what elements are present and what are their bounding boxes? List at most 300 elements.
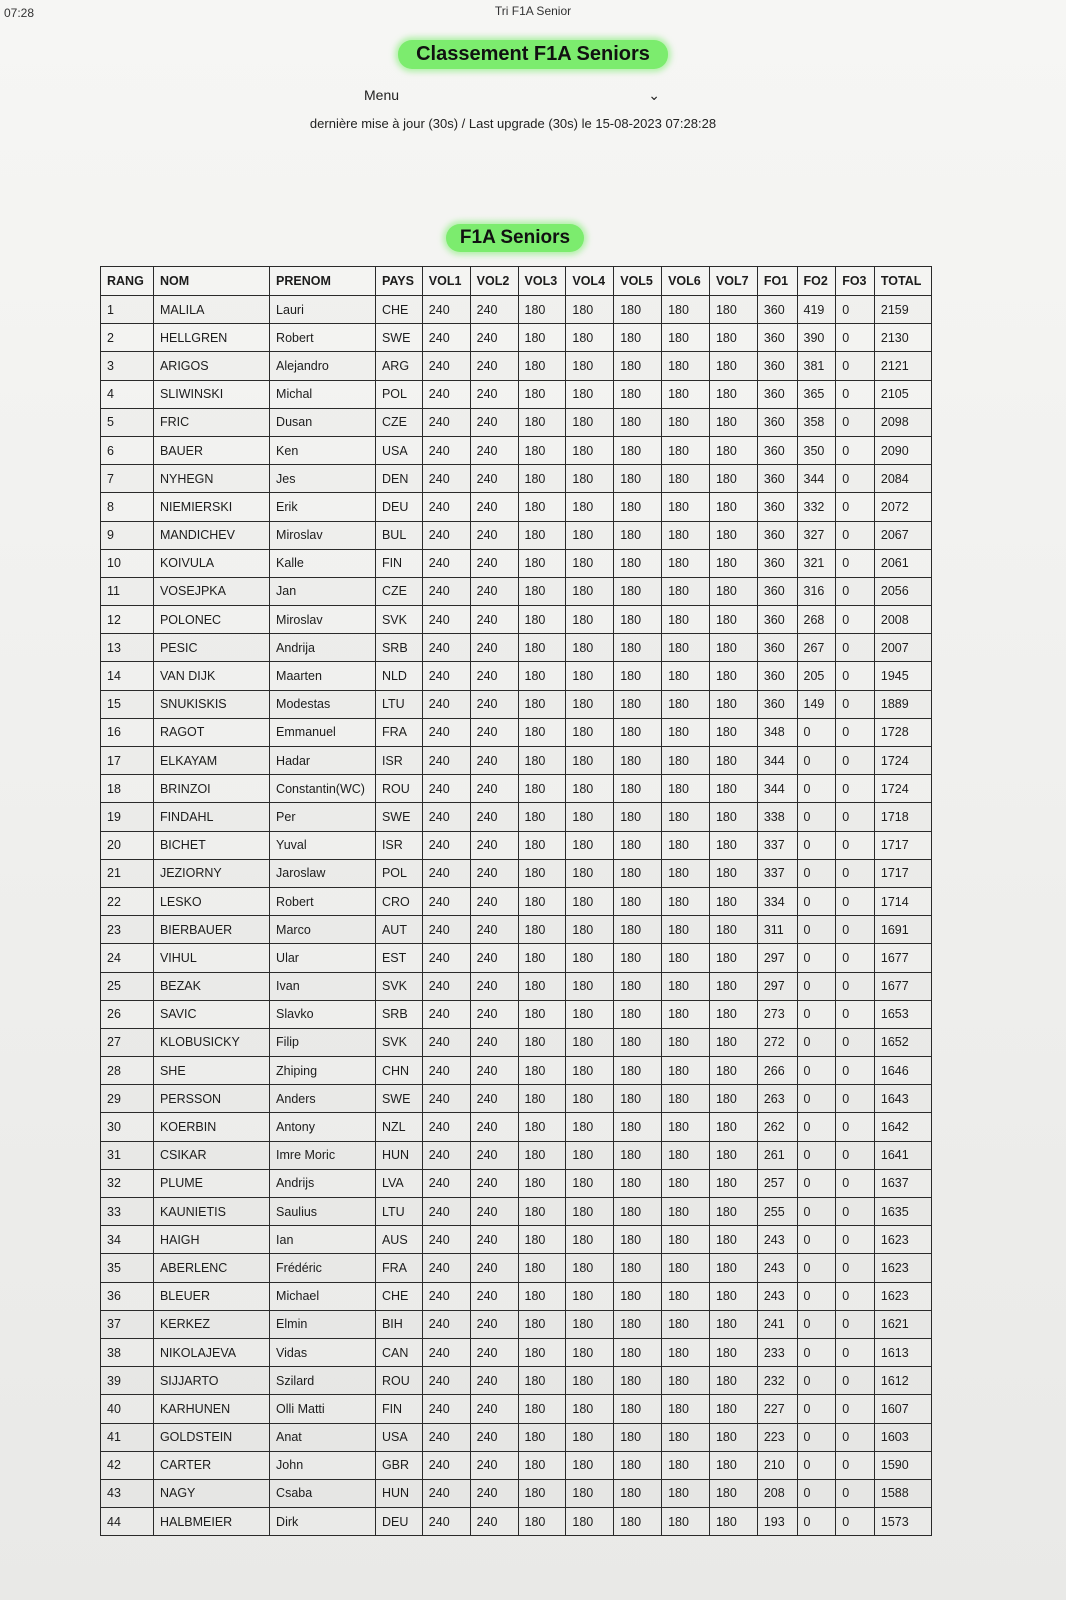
table-cell-rang: 18 (101, 775, 154, 803)
table-cell-vol3: 180 (518, 718, 566, 746)
table-cell-nom: HALBMEIER (153, 1508, 269, 1536)
table-cell-total: 2056 (874, 577, 931, 605)
table-cell-vol3: 180 (518, 803, 566, 831)
table-cell-fo3: 0 (836, 944, 875, 972)
table-cell-vol2: 240 (470, 662, 518, 690)
column-header-prenom: PRENOM (270, 267, 376, 296)
table-cell-fo3: 0 (836, 1338, 875, 1366)
table-cell-rang: 23 (101, 916, 154, 944)
table-cell-fo1: 360 (757, 324, 797, 352)
table-cell-pays: DEU (375, 493, 422, 521)
table-cell-vol3: 180 (518, 775, 566, 803)
table-cell-fo1: 348 (757, 718, 797, 746)
table-cell-vol7: 180 (709, 1338, 757, 1366)
table-cell-fo1: 311 (757, 916, 797, 944)
table-cell-vol5: 180 (614, 1169, 662, 1197)
table-cell-vol6: 180 (662, 944, 710, 972)
table-cell-pays: CRO (375, 887, 422, 915)
table-cell-vol2: 240 (470, 1395, 518, 1423)
table-cell-prenom: Hadar (270, 747, 376, 775)
table-cell-vol1: 240 (422, 1282, 470, 1310)
table-cell-vol2: 240 (470, 1057, 518, 1085)
table-row (101, 803, 932, 831)
table-cell-fo1: 360 (757, 521, 797, 549)
table-cell-vol2: 240 (470, 944, 518, 972)
table-cell-nom: RAGOT (153, 718, 269, 746)
table-cell-prenom: Ken (270, 436, 376, 464)
table-cell-fo1: 232 (757, 1367, 797, 1395)
table-cell-vol6: 180 (662, 1028, 710, 1056)
table-cell-vol7: 180 (709, 690, 757, 718)
table-cell-total: 2090 (874, 436, 931, 464)
table-cell-vol6: 180 (662, 1367, 710, 1395)
table-cell-fo1: 297 (757, 972, 797, 1000)
table-cell-vol6: 180 (662, 1057, 710, 1085)
table-cell-vol7: 180 (709, 549, 757, 577)
table-cell-vol5: 180 (614, 1141, 662, 1169)
column-header-nom: NOM (153, 267, 269, 296)
table-cell-rang: 6 (101, 436, 154, 464)
table-cell-total: 1724 (874, 775, 931, 803)
table-cell-vol6: 180 (662, 521, 710, 549)
table-cell-fo2: 381 (797, 352, 836, 380)
table-cell-rang: 7 (101, 465, 154, 493)
table-cell-pays: LVA (375, 1169, 422, 1197)
table-cell-vol5: 180 (614, 1113, 662, 1141)
table-cell-vol7: 180 (709, 296, 757, 324)
table-cell-fo3: 0 (836, 1254, 875, 1282)
table-cell-fo2: 0 (797, 1085, 836, 1113)
table-cell-fo3: 0 (836, 859, 875, 887)
table-cell-vol6: 180 (662, 1395, 710, 1423)
table-cell-rang: 44 (101, 1508, 154, 1536)
table-cell-rang: 34 (101, 1226, 154, 1254)
table-cell-fo1: 360 (757, 465, 797, 493)
table-cell-prenom: Andrija (270, 634, 376, 662)
table-cell-vol3: 180 (518, 1338, 566, 1366)
table-cell-vol4: 180 (566, 690, 614, 718)
table-cell-vol3: 180 (518, 916, 566, 944)
table-row (101, 1226, 932, 1254)
table-cell-vol6: 180 (662, 352, 710, 380)
table-cell-fo2: 350 (797, 436, 836, 464)
table-cell-vol1: 240 (422, 493, 470, 521)
table-cell-prenom: Ular (270, 944, 376, 972)
table-cell-fo2: 267 (797, 634, 836, 662)
table-cell-fo1: 272 (757, 1028, 797, 1056)
table-cell-fo1: 193 (757, 1508, 797, 1536)
table-cell-fo3: 0 (836, 775, 875, 803)
table-cell-vol7: 180 (709, 1282, 757, 1310)
table-row (101, 634, 932, 662)
table-cell-vol2: 240 (470, 380, 518, 408)
table-cell-vol3: 180 (518, 634, 566, 662)
table-cell-vol7: 180 (709, 380, 757, 408)
table-cell-nom: KLOBUSICKY (153, 1028, 269, 1056)
section-title: F1A Seniors (446, 224, 584, 252)
table-cell-vol3: 180 (518, 606, 566, 634)
table-cell-rang: 8 (101, 493, 154, 521)
table-cell-fo1: 223 (757, 1423, 797, 1451)
table-cell-fo2: 332 (797, 493, 836, 521)
table-cell-vol3: 180 (518, 380, 566, 408)
table-cell-vol4: 180 (566, 1057, 614, 1085)
table-cell-fo3: 0 (836, 1451, 875, 1479)
table-cell-vol5: 180 (614, 380, 662, 408)
table-cell-fo3: 0 (836, 1000, 875, 1028)
table-cell-vol2: 240 (470, 1508, 518, 1536)
table-cell-vol1: 240 (422, 887, 470, 915)
table-cell-total: 1642 (874, 1113, 931, 1141)
table-cell-total: 1677 (874, 972, 931, 1000)
table-cell-rang: 22 (101, 887, 154, 915)
table-cell-vol3: 180 (518, 747, 566, 775)
table-cell-prenom: Zhiping (270, 1057, 376, 1085)
table-cell-vol4: 180 (566, 408, 614, 436)
table-cell-rang: 41 (101, 1423, 154, 1451)
table-cell-fo3: 0 (836, 1028, 875, 1056)
table-cell-vol5: 180 (614, 1198, 662, 1226)
table-cell-fo1: 273 (757, 1000, 797, 1028)
table-cell-fo2: 0 (797, 1451, 836, 1479)
table-cell-vol3: 180 (518, 1254, 566, 1282)
table-cell-nom: BLEUER (153, 1282, 269, 1310)
table-row (101, 465, 932, 493)
table-cell-vol1: 240 (422, 1338, 470, 1366)
table-cell-vol2: 240 (470, 296, 518, 324)
table-cell-vol2: 240 (470, 1226, 518, 1254)
table-cell-vol4: 180 (566, 831, 614, 859)
table-cell-vol2: 240 (470, 831, 518, 859)
results-table (100, 266, 932, 1536)
table-header-row (101, 267, 932, 296)
table-cell-fo3: 0 (836, 1282, 875, 1310)
table-cell-pays: NLD (375, 662, 422, 690)
table-cell-nom: FRIC (153, 408, 269, 436)
table-cell-vol4: 180 (566, 1338, 614, 1366)
table-cell-vol2: 240 (470, 775, 518, 803)
table-cell-nom: NIKOLAJEVA (153, 1338, 269, 1366)
table-cell-vol7: 180 (709, 747, 757, 775)
table-cell-vol4: 180 (566, 296, 614, 324)
table-cell-prenom: Jan (270, 577, 376, 605)
table-cell-vol4: 180 (566, 1169, 614, 1197)
table-cell-vol7: 180 (709, 1169, 757, 1197)
table-cell-nom: BIERBAUER (153, 916, 269, 944)
table-cell-nom: SHE (153, 1057, 269, 1085)
table-cell-total: 1607 (874, 1395, 931, 1423)
table-cell-pays: CZE (375, 577, 422, 605)
table-cell-total: 1691 (874, 916, 931, 944)
table-cell-vol5: 180 (614, 634, 662, 662)
table-cell-vol4: 180 (566, 1479, 614, 1507)
table-cell-vol3: 180 (518, 1057, 566, 1085)
table-cell-nom: PESIC (153, 634, 269, 662)
table-cell-vol7: 180 (709, 1141, 757, 1169)
table-cell-vol6: 180 (662, 1451, 710, 1479)
table-cell-vol7: 180 (709, 803, 757, 831)
table-cell-fo3: 0 (836, 718, 875, 746)
table-cell-nom: NIEMIERSKI (153, 493, 269, 521)
table-cell-fo2: 0 (797, 1000, 836, 1028)
table-cell-nom: ELKAYAM (153, 747, 269, 775)
table-cell-vol6: 180 (662, 1085, 710, 1113)
table-cell-total: 1621 (874, 1310, 931, 1338)
table-row (101, 324, 932, 352)
table-cell-vol3: 180 (518, 1113, 566, 1141)
table-cell-vol7: 180 (709, 718, 757, 746)
table-cell-fo2: 205 (797, 662, 836, 690)
table-cell-vol6: 180 (662, 436, 710, 464)
table-cell-vol2: 240 (470, 493, 518, 521)
table-row (101, 1451, 932, 1479)
table-cell-vol7: 180 (709, 1000, 757, 1028)
table-cell-nom: BEZAK (153, 972, 269, 1000)
table-cell-vol5: 180 (614, 1226, 662, 1254)
table-cell-vol2: 240 (470, 1169, 518, 1197)
table-cell-vol5: 180 (614, 577, 662, 605)
table-cell-prenom: Dirk (270, 1508, 376, 1536)
table-row (101, 493, 932, 521)
table-cell-nom: KOERBIN (153, 1113, 269, 1141)
table-cell-fo2: 0 (797, 1141, 836, 1169)
table-cell-vol1: 240 (422, 1198, 470, 1226)
table-cell-rang: 32 (101, 1169, 154, 1197)
table-cell-rang: 40 (101, 1395, 154, 1423)
table-cell-vol2: 240 (470, 1085, 518, 1113)
table-cell-vol5: 180 (614, 887, 662, 915)
table-cell-vol4: 180 (566, 944, 614, 972)
table-cell-rang: 2 (101, 324, 154, 352)
table-cell-vol1: 240 (422, 1508, 470, 1536)
table-cell-vol4: 180 (566, 1282, 614, 1310)
table-cell-fo3: 0 (836, 408, 875, 436)
table-cell-nom: SIJJARTO (153, 1367, 269, 1395)
table-cell-pays: BUL (375, 521, 422, 549)
table-cell-prenom: Andrijs (270, 1169, 376, 1197)
table-cell-vol4: 180 (566, 606, 614, 634)
table-cell-vol4: 180 (566, 803, 614, 831)
table-cell-rang: 5 (101, 408, 154, 436)
table-cell-fo1: 360 (757, 380, 797, 408)
table-cell-vol5: 180 (614, 1508, 662, 1536)
table-cell-fo3: 0 (836, 747, 875, 775)
table-cell-nom: SLIWINSKI (153, 380, 269, 408)
table-cell-vol3: 180 (518, 1226, 566, 1254)
table-cell-rang: 35 (101, 1254, 154, 1282)
table-cell-pays: DEN (375, 465, 422, 493)
column-header-vol3: VOL3 (518, 267, 566, 296)
table-cell-vol6: 180 (662, 408, 710, 436)
table-cell-fo3: 0 (836, 803, 875, 831)
table-cell-vol6: 180 (662, 296, 710, 324)
table-cell-fo2: 0 (797, 1198, 836, 1226)
table-row (101, 408, 932, 436)
table-cell-total: 2084 (874, 465, 931, 493)
table-cell-pays: CHN (375, 1057, 422, 1085)
table-cell-nom: KERKEZ (153, 1310, 269, 1338)
table-cell-vol2: 240 (470, 634, 518, 662)
table-row (101, 1113, 932, 1141)
table-cell-vol1: 240 (422, 1367, 470, 1395)
table-cell-fo2: 0 (797, 1282, 836, 1310)
table-cell-vol1: 240 (422, 436, 470, 464)
table-row (101, 521, 932, 549)
table-cell-fo3: 0 (836, 1113, 875, 1141)
table-cell-vol2: 240 (470, 972, 518, 1000)
table-cell-fo1: 233 (757, 1338, 797, 1366)
table-cell-prenom: Robert (270, 324, 376, 352)
table-cell-vol5: 180 (614, 549, 662, 577)
table-cell-vol7: 180 (709, 887, 757, 915)
table-cell-fo3: 0 (836, 436, 875, 464)
table-cell-vol2: 240 (470, 1028, 518, 1056)
table-cell-vol5: 180 (614, 324, 662, 352)
table-cell-fo1: 241 (757, 1310, 797, 1338)
table-cell-fo3: 0 (836, 1395, 875, 1423)
table-cell-vol3: 180 (518, 1169, 566, 1197)
table-cell-total: 2121 (874, 352, 931, 380)
table-cell-fo2: 0 (797, 1310, 836, 1338)
table-cell-vol1: 240 (422, 1000, 470, 1028)
table-cell-prenom: Ivan (270, 972, 376, 1000)
table-cell-vol4: 180 (566, 1395, 614, 1423)
table-cell-vol1: 240 (422, 1057, 470, 1085)
column-header-fo2: FO2 (797, 267, 836, 296)
table-cell-vol7: 180 (709, 1085, 757, 1113)
table-cell-vol7: 180 (709, 465, 757, 493)
table-cell-pays: LTU (375, 690, 422, 718)
page-title: Classement F1A Seniors (398, 40, 668, 69)
table-cell-vol4: 180 (566, 662, 614, 690)
table-cell-vol5: 180 (614, 1367, 662, 1395)
table-row (101, 1367, 932, 1395)
table-cell-rang: 19 (101, 803, 154, 831)
table-cell-vol7: 180 (709, 1057, 757, 1085)
table-cell-vol6: 180 (662, 831, 710, 859)
table-row (101, 662, 932, 690)
table-cell-vol1: 240 (422, 803, 470, 831)
table-cell-rang: 39 (101, 1367, 154, 1395)
table-cell-vol7: 180 (709, 1423, 757, 1451)
table-cell-vol2: 240 (470, 521, 518, 549)
table-cell-fo2: 0 (797, 1479, 836, 1507)
table-cell-vol1: 240 (422, 1423, 470, 1451)
table-cell-vol3: 180 (518, 1141, 566, 1169)
table-cell-nom: BRINZOI (153, 775, 269, 803)
table-cell-vol4: 180 (566, 1113, 614, 1141)
table-cell-vol6: 180 (662, 916, 710, 944)
table-cell-rang: 3 (101, 352, 154, 380)
table-cell-prenom: Elmin (270, 1310, 376, 1338)
table-cell-rang: 13 (101, 634, 154, 662)
table-cell-vol3: 180 (518, 521, 566, 549)
table-cell-vol3: 180 (518, 1028, 566, 1056)
column-header-fo3: FO3 (836, 267, 875, 296)
table-cell-fo3: 0 (836, 465, 875, 493)
table-cell-vol7: 180 (709, 1310, 757, 1338)
table-cell-vol2: 240 (470, 352, 518, 380)
table-cell-vol4: 180 (566, 887, 614, 915)
table-cell-vol2: 240 (470, 1000, 518, 1028)
table-cell-vol4: 180 (566, 916, 614, 944)
table-cell-vol2: 240 (470, 606, 518, 634)
table-cell-fo3: 0 (836, 831, 875, 859)
table-cell-fo1: 360 (757, 436, 797, 464)
table-cell-rang: 14 (101, 662, 154, 690)
table-row (101, 1310, 932, 1338)
table-cell-vol3: 180 (518, 1085, 566, 1113)
table-cell-fo3: 0 (836, 1310, 875, 1338)
table-cell-prenom: Imre Moric (270, 1141, 376, 1169)
table-cell-fo2: 316 (797, 577, 836, 605)
table-cell-nom: NYHEGN (153, 465, 269, 493)
table-row (101, 549, 932, 577)
table-cell-fo3: 0 (836, 1226, 875, 1254)
status-time: 07:28 (4, 6, 35, 20)
table-cell-fo1: 360 (757, 606, 797, 634)
table-cell-vol7: 180 (709, 1508, 757, 1536)
table-cell-vol6: 180 (662, 324, 710, 352)
table-cell-nom: ABERLENC (153, 1254, 269, 1282)
table-cell-fo2: 0 (797, 747, 836, 775)
table-cell-fo2: 0 (797, 887, 836, 915)
table-cell-pays: POL (375, 859, 422, 887)
table-cell-vol5: 180 (614, 718, 662, 746)
column-header-rang: RANG (101, 267, 154, 296)
table-cell-fo1: 344 (757, 775, 797, 803)
table-row (101, 1000, 932, 1028)
table-cell-vol1: 240 (422, 859, 470, 887)
table-cell-fo2: 268 (797, 606, 836, 634)
table-row (101, 1508, 932, 1536)
table-cell-vol3: 180 (518, 296, 566, 324)
table-cell-vol7: 180 (709, 1198, 757, 1226)
table-cell-pays: SVK (375, 1028, 422, 1056)
table-cell-rang: 30 (101, 1113, 154, 1141)
table-cell-rang: 31 (101, 1141, 154, 1169)
table-cell-nom: NAGY (153, 1479, 269, 1507)
table-cell-vol2: 240 (470, 465, 518, 493)
table-cell-vol7: 180 (709, 1367, 757, 1395)
table-cell-prenom: Erik (270, 493, 376, 521)
table-cell-total: 1889 (874, 690, 931, 718)
table-cell-vol4: 180 (566, 775, 614, 803)
table-cell-rang: 36 (101, 1282, 154, 1310)
table-cell-vol7: 180 (709, 1113, 757, 1141)
table-cell-vol4: 180 (566, 859, 614, 887)
table-cell-vol1: 240 (422, 1141, 470, 1169)
table-cell-nom: JEZIORNY (153, 859, 269, 887)
table-cell-fo2: 0 (797, 1338, 836, 1366)
table-cell-pays: SWE (375, 803, 422, 831)
table-cell-vol2: 240 (470, 1198, 518, 1226)
table-cell-vol4: 180 (566, 1310, 614, 1338)
table-cell-fo2: 0 (797, 944, 836, 972)
table-cell-fo1: 360 (757, 662, 797, 690)
table-cell-prenom: Jaroslaw (270, 859, 376, 887)
table-cell-fo2: 0 (797, 1508, 836, 1536)
table-cell-pays: ARG (375, 352, 422, 380)
table-cell-vol5: 180 (614, 972, 662, 1000)
table-cell-rang: 21 (101, 859, 154, 887)
column-header-pays: PAYS (375, 267, 422, 296)
table-cell-fo3: 0 (836, 521, 875, 549)
table-cell-vol7: 180 (709, 408, 757, 436)
table-cell-vol3: 180 (518, 465, 566, 493)
menu-select[interactable] (364, 84, 660, 106)
table-cell-prenom: Modestas (270, 690, 376, 718)
